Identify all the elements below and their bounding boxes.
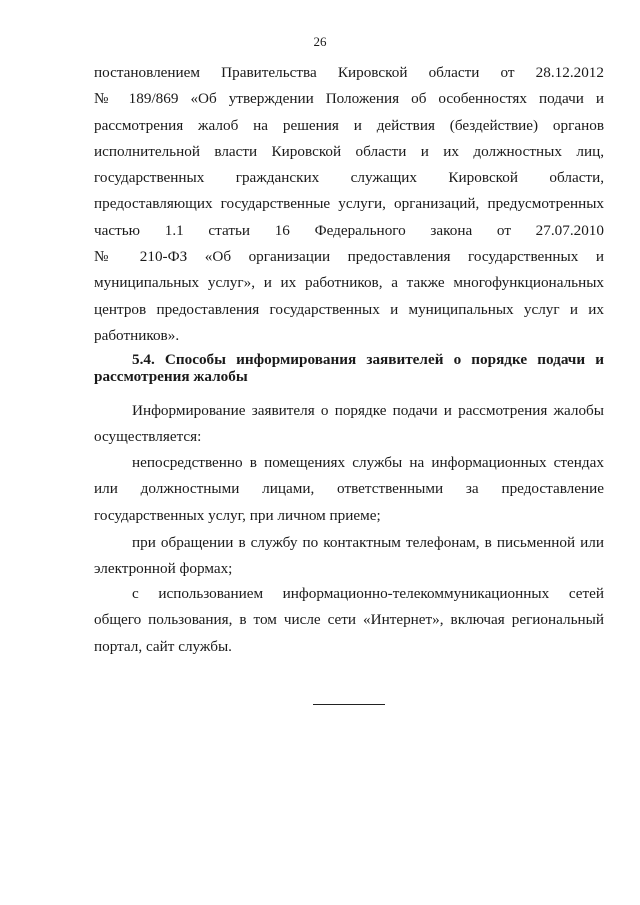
paragraph-in-person — [94, 450, 604, 529]
text-line: государственных услуг, при личном приеме; — [94, 506, 381, 524]
paragraph-by-phone — [94, 530, 604, 583]
continuation-paragraph — [94, 60, 604, 349]
text-line: постановлением Правительства Кировской области от 28.12.2012 — [94, 64, 604, 81]
text-line: предоставляющих государственные услуги, организаций, предусмотренных — [94, 195, 604, 213]
text-line: работников». — [94, 326, 180, 344]
text-line: с использованием информационно-телекоммуникационных сетей — [132, 585, 604, 602]
heading-line: 5.4. Способы информирования заявителей о порядке подачи и — [132, 351, 604, 368]
text-line: непосредственно в помещениях службы на информационных стендах — [132, 454, 604, 471]
text-line: муниципальных услуг», и их работников, а также многофункциональных — [94, 274, 604, 292]
text-line: или должностными лицами, ответственными за предоставление — [94, 480, 604, 498]
paragraph-informing — [94, 398, 604, 451]
text-line: центров предоставления государственных и муниципальных услуг и их — [94, 300, 604, 318]
text-line: частью 1.1 статьи 16 Федерального закона от 27.07.2010 — [94, 221, 604, 239]
text-line: государственных гражданских служащих Кировской области, — [94, 169, 604, 187]
text-line: Информирование заявителя о порядке подачи и рассмотрения жалобы — [132, 402, 604, 419]
text-line: осуществляется: — [94, 428, 202, 446]
end-divider-line — [313, 704, 385, 705]
text-line: портал, сайт службы. — [94, 637, 232, 655]
text-line: электронной формах; — [94, 560, 233, 578]
page-number: 26 — [313, 34, 327, 49]
text-line: исполнительной власти Кировской области и их должностных лиц, — [94, 142, 604, 160]
text-line: при обращении в службу по контактным телефонам, в письменной или — [132, 534, 604, 551]
section-heading-continuation — [94, 368, 604, 385]
text-line: № 189/869 «Об утверждении Положения об особенностях подачи и — [94, 90, 604, 108]
text-line: № 210-ФЗ «Об организации предоставления государственных и — [94, 248, 604, 266]
text-line: рассмотрения жалоб на решения и действия (бездействие) органов — [94, 116, 604, 134]
paragraph-internet — [94, 581, 604, 660]
section-heading — [132, 351, 604, 368]
text-line: общего пользования, в том числе сети «Интернет», включая региональный — [94, 611, 604, 629]
heading-line: рассмотрения жалобы — [94, 368, 248, 385]
